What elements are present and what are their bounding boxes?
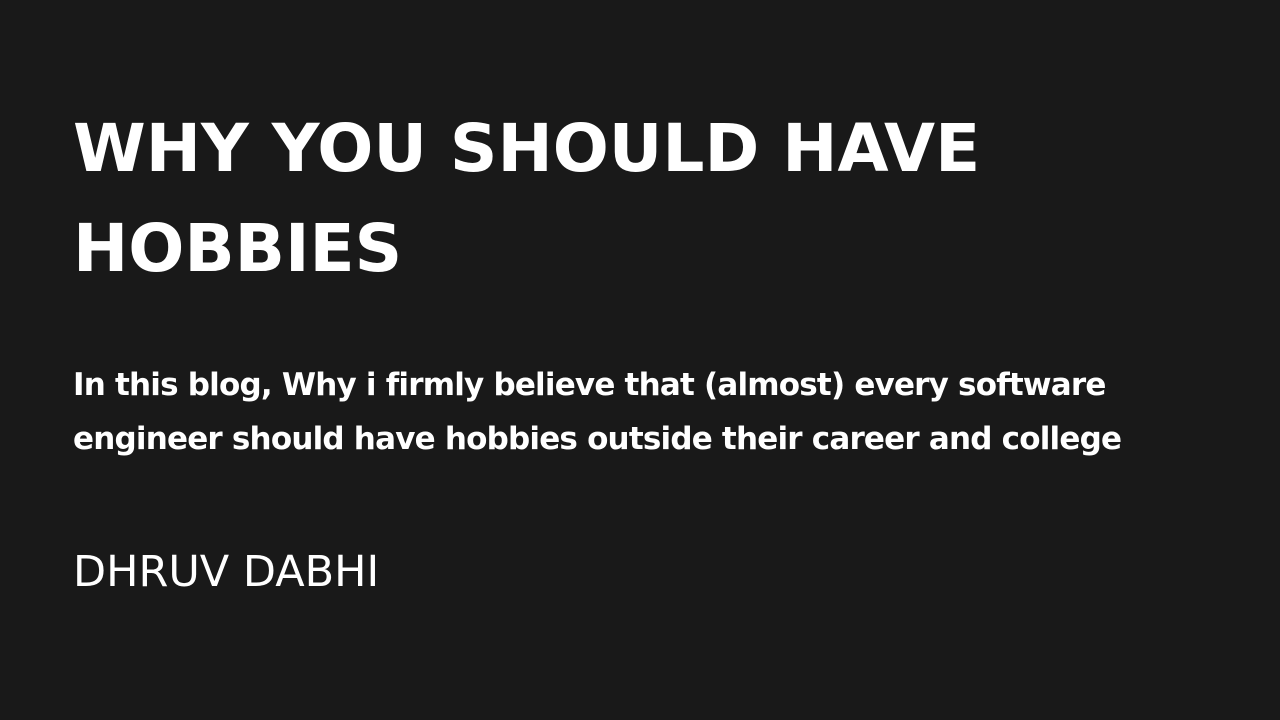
post-title-line: HOBBIES bbox=[73, 210, 403, 287]
post-subtitle-line: In this blog, Why i firmly believe that (almost) every software bbox=[73, 367, 1106, 403]
post-title bbox=[73, 99, 1073, 299]
post-title-line: WHY YOU SHOULD HAVE bbox=[73, 110, 981, 187]
post-subtitle bbox=[73, 358, 1273, 466]
post-subtitle-line: engineer should have hobbies outside their career and college bbox=[73, 421, 1122, 457]
author-name: DHRUV DABHI bbox=[73, 547, 380, 597]
